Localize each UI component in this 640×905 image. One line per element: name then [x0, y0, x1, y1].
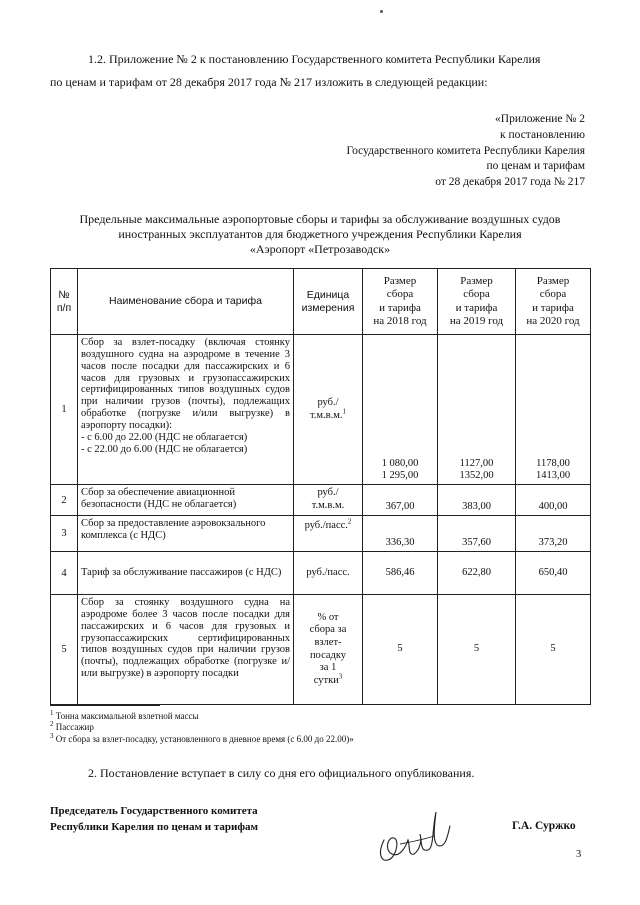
row-4-num: 4 — [51, 552, 78, 595]
row-2-2020: 400,00 — [516, 485, 591, 516]
row-1-2020-day: 1178,00 — [536, 457, 570, 469]
footnote-1-mark: 1 — [50, 709, 54, 717]
row-5-2020: 5 — [516, 595, 591, 705]
table-row — [51, 552, 591, 595]
top-mark — [380, 10, 383, 13]
intro-line-2: по ценам и тарифам от 28 декабря 2017 года № 217 изложить в следующей редакции: — [50, 75, 488, 89]
table-row — [51, 516, 591, 552]
row-1-unit-line — [294, 407, 362, 423]
row-4-2019: 622,80 — [438, 552, 516, 595]
row-5-2018: 5 — [363, 595, 438, 705]
signatory-position — [50, 803, 258, 835]
table-header-row — [51, 269, 591, 335]
header-num-line: п/п — [56, 301, 72, 314]
row-1-sub-day: - с 6.00 до 22.00 (НДС не облагается) — [81, 431, 248, 443]
row-5-unit-line: посадку — [309, 649, 347, 661]
table-title — [40, 212, 600, 257]
row-1-unit-text: т.м.в.м. — [309, 409, 343, 421]
row-5-unit-footnote-mark: 3 — [338, 672, 343, 681]
header-unit — [294, 269, 363, 335]
row-1-2019 — [438, 335, 516, 485]
header-unit-line: Единица — [306, 288, 350, 301]
header-name — [78, 269, 294, 335]
appendix-header-line: «Приложение № 2 — [495, 113, 585, 125]
row-1-2020 — [516, 335, 591, 485]
tariff-table — [50, 268, 591, 705]
row-3-unit-text: руб./пасс. — [304, 520, 348, 531]
signatory-name: Г.А. Суржко — [512, 820, 576, 832]
header-num-line: № — [58, 288, 70, 301]
table-row — [51, 485, 591, 516]
table-title-line: иностранных эксплуатантов для бюджетного учреждения Республики Карелия — [118, 227, 522, 241]
row-1-name — [78, 335, 294, 485]
intro-line-1: 1.2. Приложение № 2 к постановлению Государственного комитета Республики Карелия — [88, 52, 541, 66]
footnote-2-text: Пассажир — [55, 722, 94, 733]
handwritten-signature — [370, 800, 460, 870]
header-2020-line: сбора — [539, 288, 567, 301]
header-2018-line: сбора — [386, 288, 414, 301]
row-2-2019: 383,00 — [438, 485, 516, 516]
row-4-name: Тариф за обслуживание пассажиров (с НДС) — [78, 552, 294, 595]
header-2019-line: сбора — [463, 288, 490, 301]
row-1-2018-night: 1 295,00 — [381, 469, 419, 481]
row-2-unit — [294, 485, 363, 516]
header-2019-line: на 2019 год — [449, 314, 504, 327]
row-5-name: Сбор за стоянку воздушного судна на аэродроме более 3 часов после посадки для пассажирских и 6 часов для грузовых и грузопассажирских сертифицированных типов воздушных судов при наличии грузов (почты), подлежащих обработке (погрузке и/или выгрузке) в аэропорту посадки — [78, 595, 294, 705]
header-2019 — [438, 269, 516, 335]
footnote-3 — [50, 731, 354, 745]
header-num — [51, 269, 78, 335]
row-2-2018: 367,00 — [363, 485, 438, 516]
appendix-header-line: от 28 декабря 2017 года № 217 — [435, 176, 585, 189]
row-1-unit-footnote-mark: 1 — [342, 407, 347, 415]
signatory-position-line: Республики Карелия по ценам и тарифам — [50, 821, 258, 833]
row-2-unit-line: т.м.в.м. — [311, 500, 345, 511]
header-2020-line: и тарифа — [532, 301, 574, 314]
header-2019-line: Размер — [460, 275, 493, 288]
row-4-2018: 586,46 — [363, 552, 438, 595]
footnote-1-text: Тонна максимальной взлетной массы — [55, 711, 199, 721]
table-title-line: «Аэропорт «Петрозаводск» — [249, 242, 391, 256]
row-2-num: 2 — [51, 485, 78, 516]
row-1-name-text: Сбор за взлет-посадку (включая стоянку воздушного судна на аэродроме в течение 3 часов после посадки для пассажирских и 6 часов для грузовых и грузопассажирских сертифицированных типов воздушных судов при наличии грузов (почты), подлежащих обработке (погрузке и/или выгрузке) в аэропорту посадки): — [81, 337, 290, 432]
header-2018-line: на 2018 год — [373, 314, 427, 327]
row-1-num: 1 — [51, 335, 78, 485]
row-2-unit-line: руб./ — [317, 487, 339, 499]
row-5-unit-line: % от — [317, 611, 339, 623]
row-3-2019: 357,60 — [438, 516, 516, 552]
signatory-position-line: Председатель Государственного комитета — [50, 805, 258, 817]
header-2018 — [363, 269, 438, 335]
appendix-header-line: к постановлению — [500, 128, 585, 141]
row-4-2020: 650,40 — [516, 552, 591, 595]
header-2020-line: Размер — [536, 275, 570, 288]
table-row — [51, 335, 591, 485]
row-3-unit-footnote-mark: 2 — [347, 517, 352, 526]
row-4-unit: руб./пасс. — [294, 552, 363, 595]
header-name-text: Наименование сбора и тарифа — [109, 295, 262, 308]
row-1-2018 — [363, 335, 438, 485]
row-5-2019: 5 — [438, 595, 516, 705]
footnote-2-mark: 2 — [50, 720, 54, 729]
header-2018-line: Размер — [383, 275, 417, 288]
row-1-sub-night: - с 22.00 до 6.00 (НДС не облагается) — [81, 443, 248, 455]
row-5-unit-line: за 1 — [319, 662, 337, 674]
row-1-unit-line: руб./ — [317, 396, 339, 408]
row-2-name: Сбор за обеспечение авиационной безопасности (НДС не облагается) — [78, 485, 294, 516]
header-unit-line: измерения — [301, 301, 355, 314]
footnote-separator — [50, 705, 160, 706]
row-5-unit-text: сутки — [313, 674, 339, 686]
row-1-2020-night: 1413,00 — [535, 469, 571, 481]
page-number: 3 — [576, 849, 582, 860]
appendix-header — [265, 112, 585, 191]
footnotes — [50, 711, 354, 745]
row-3-2020: 373,20 — [516, 516, 591, 552]
row-3-name: Сбор за предоставление аэровокзального комплекса (с НДС) — [78, 516, 294, 552]
row-1-2019-night: 1352,00 — [459, 469, 494, 481]
clause-2: 2. Постановление вступает в силу со дня его официального опубликования. — [88, 766, 475, 780]
footnote-3-text: От сбора за взлет-посадку, установленного в дневное время (с 6.00 до 22.00)» — [55, 733, 354, 744]
row-3-num: 3 — [51, 516, 78, 552]
row-5-num: 5 — [51, 595, 78, 705]
row-5-unit-line — [294, 672, 362, 688]
footnote-1 — [50, 711, 354, 722]
appendix-header-line: по ценам и тарифам — [486, 160, 585, 173]
footnote-3-mark: 3 — [50, 731, 54, 740]
row-1-unit — [294, 335, 363, 485]
header-2019-line: и тарифа — [455, 301, 498, 314]
header-2020-line: на 2020 год — [526, 314, 580, 327]
row-5-unit-line: сбора за — [309, 624, 347, 636]
header-2020 — [516, 269, 591, 335]
row-3-2018: 336,30 — [363, 516, 438, 552]
footnote-2 — [50, 722, 354, 733]
row-3-unit — [294, 516, 363, 552]
table-title-line: Предельные максимальные аэропортовые сборы и тарифы за обслуживание воздушных судов — [79, 212, 561, 226]
row-1-2019-day: 1127,00 — [459, 457, 494, 469]
row-5-unit — [294, 595, 363, 705]
row-5-unit-line: взлет- — [314, 636, 342, 648]
header-2018-line: и тарифа — [379, 301, 421, 314]
table-row — [51, 595, 591, 705]
appendix-header-line: Государственного комитета Республики Карелия — [346, 144, 585, 157]
row-1-2018-day: 1 080,00 — [381, 457, 419, 469]
